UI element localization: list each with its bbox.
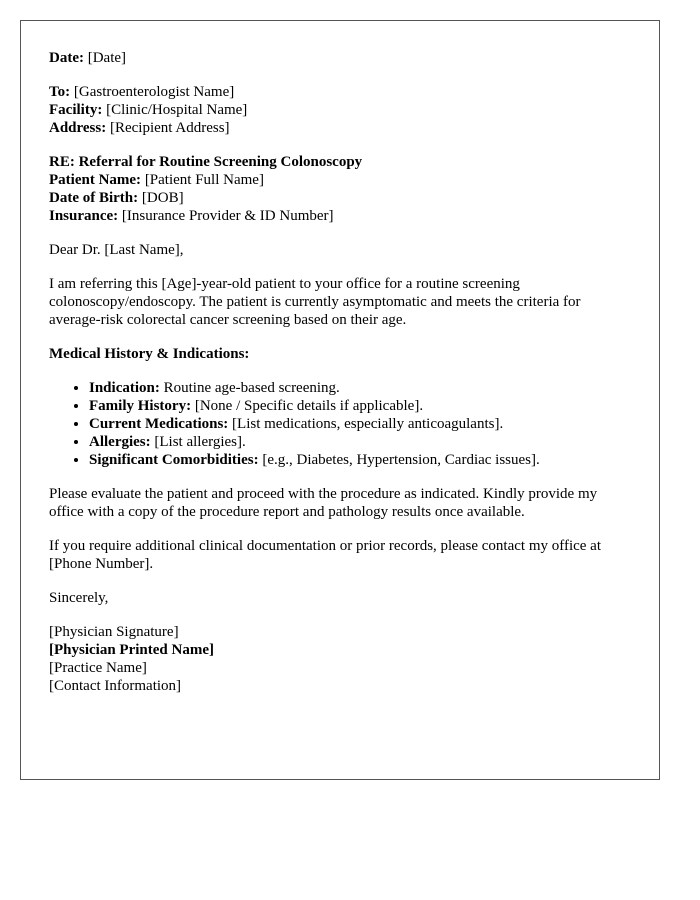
to-label: To:: [49, 84, 71, 100]
closing: Sincerely,: [49, 590, 109, 606]
to-line: [49, 83, 631, 101]
insurance-label: Insurance:: [49, 208, 119, 224]
insurance-line: [49, 207, 631, 225]
patient-name-label: Patient Name:: [49, 172, 142, 188]
facility-value: [Clinic/Hospital Name]: [106, 102, 248, 118]
dob-label: Date of Birth:: [49, 190, 139, 206]
dob-line: [49, 189, 631, 207]
date-value: [Date]: [87, 50, 127, 66]
medications-value: [List medications, especially anticoagulants].: [232, 416, 504, 432]
re-block: [49, 153, 631, 225]
address-value: [Recipient Address]: [109, 120, 230, 136]
dob-value: [DOB]: [141, 190, 184, 206]
referral-letter: [20, 20, 660, 780]
indication-value: Routine age-based screening.: [163, 380, 340, 396]
request-paragraph: Please evaluate the patient and proceed with the procedure as indicated. Kindly provide my office with a copy of the procedure report and pathology results once available.: [49, 486, 598, 520]
date-label: Date:: [49, 50, 84, 66]
patient-name-value: [Patient Full Name]: [144, 172, 264, 188]
contact-paragraph: If you require additional clinical documentation or prior records, please contact my office at [Phone Number].: [49, 538, 602, 572]
history-heading: Medical History & Indications:: [49, 346, 250, 362]
signature-block: [49, 623, 631, 695]
facility-line: [49, 101, 631, 119]
re-subject: RE: Referral for Routine Screening Colonoscopy: [49, 154, 363, 170]
contact-information: [Contact Information]: [49, 678, 182, 694]
to-value: [Gastroenterologist Name]: [73, 84, 235, 100]
physician-printed-name: [Physician Printed Name]: [49, 642, 214, 658]
salutation: Dear Dr. [Last Name],: [49, 242, 184, 258]
address-label: Address:: [49, 120, 107, 136]
family-history-label: Family History:: [89, 398, 192, 414]
list-item: [89, 379, 631, 397]
list-item: [89, 451, 631, 469]
list-item: [89, 433, 631, 451]
list-item: [89, 415, 631, 433]
practice-name: [Practice Name]: [49, 660, 147, 676]
list-item: [89, 397, 631, 415]
allergies-value: [List allergies].: [154, 434, 246, 450]
patient-name-line: [49, 171, 631, 189]
address-line: [49, 119, 631, 137]
intro-paragraph: I am referring this [Age]-year-old patient to your office for a routine screening colonoscopy/endoscopy. The patient is currently asymptomatic and meets the criteria for average-risk colorectal cancer screening based on their age.: [49, 276, 581, 328]
insurance-value: [Insurance Provider & ID Number]: [121, 208, 334, 224]
indication-label: Indication:: [89, 380, 160, 396]
date-line: [49, 49, 631, 67]
medications-label: Current Medications:: [89, 416, 229, 432]
family-history-value: [None / Specific details if applicable].: [194, 398, 424, 414]
facility-label: Facility:: [49, 102, 103, 118]
history-list: [49, 379, 631, 469]
comorbidities-label: Significant Comorbidities:: [89, 452, 259, 468]
comorbidities-value: [e.g., Diabetes, Hypertension, Cardiac issues].: [262, 452, 540, 468]
recipient-block: [49, 83, 631, 137]
physician-signature: [Physician Signature]: [49, 624, 179, 640]
allergies-label: Allergies:: [89, 434, 151, 450]
